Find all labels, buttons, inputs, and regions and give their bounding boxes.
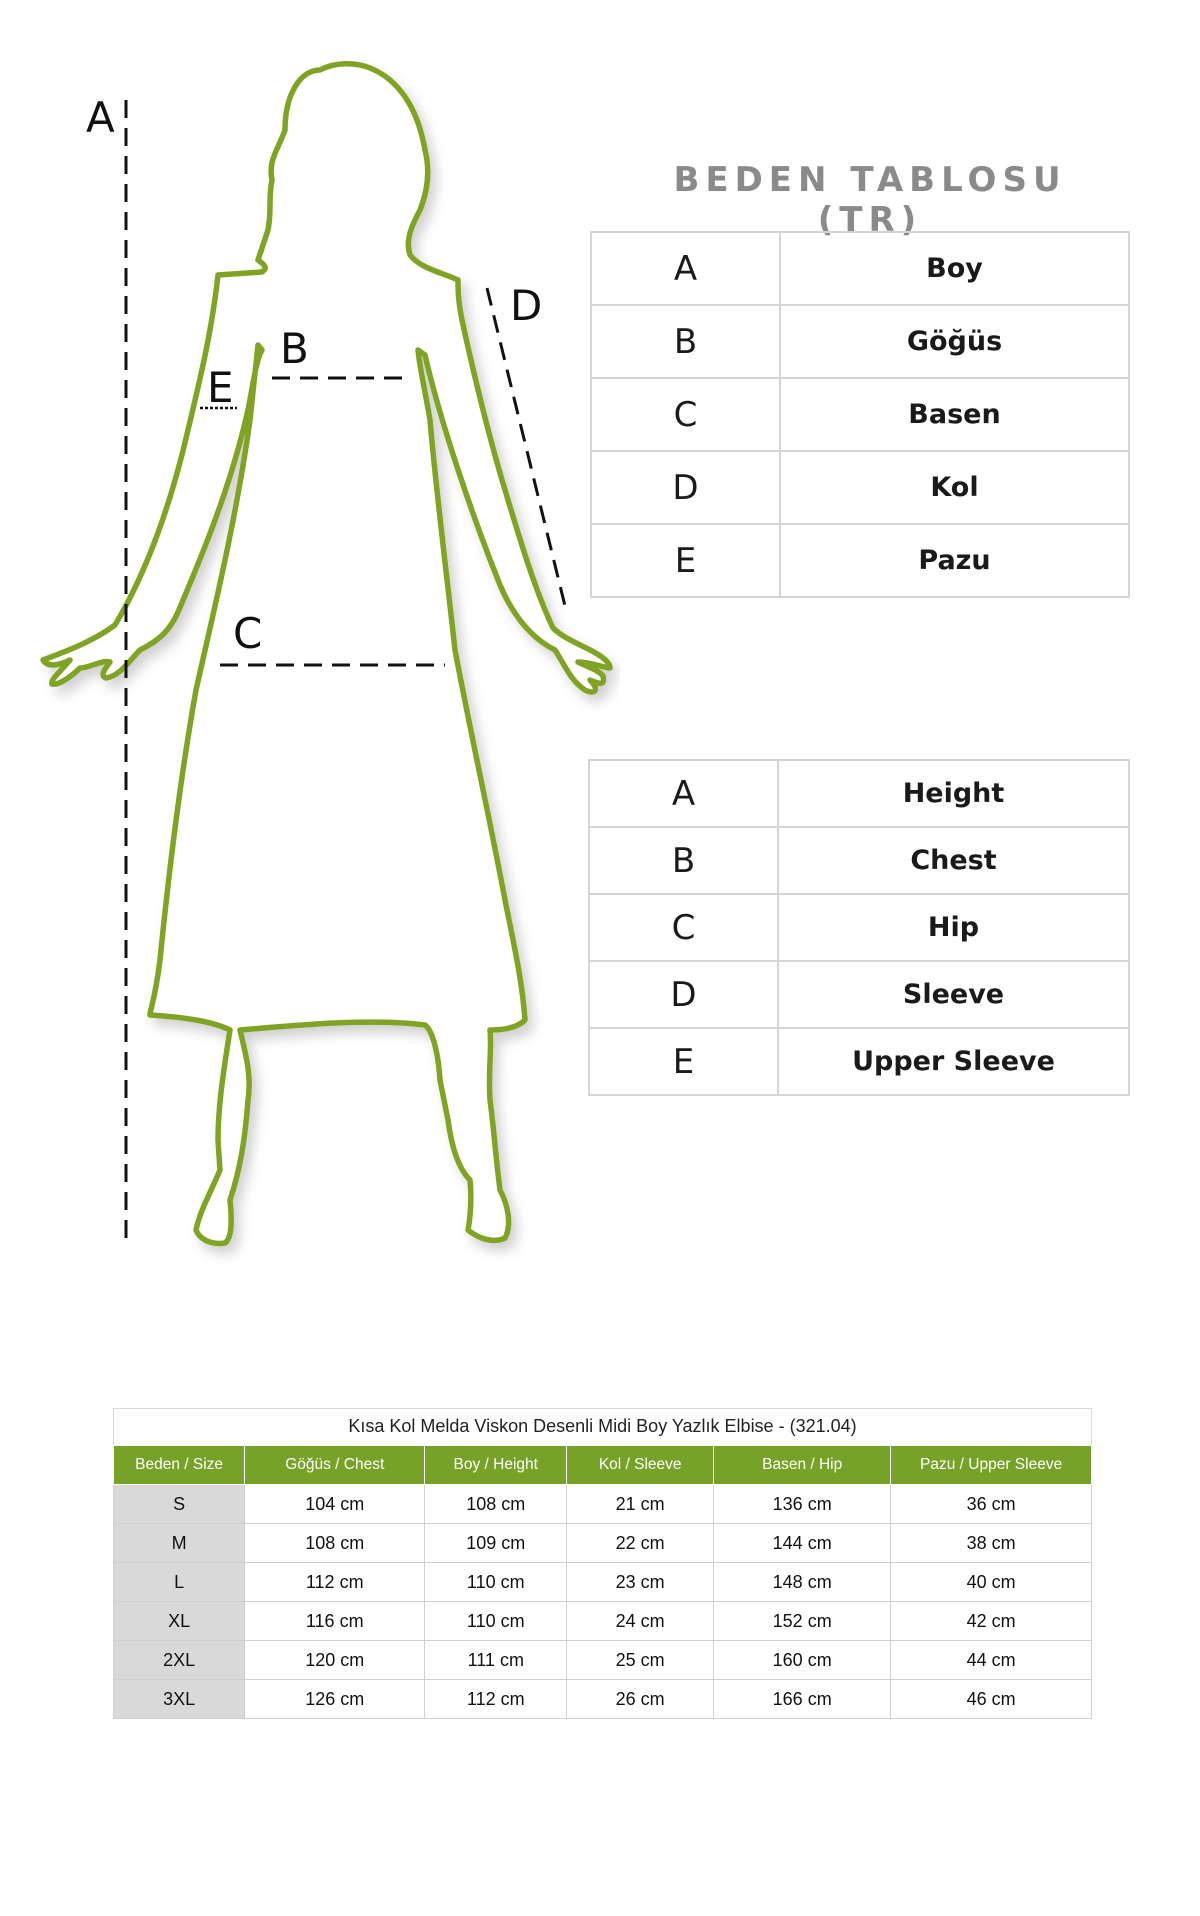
label-d: D (510, 281, 543, 330)
legend-key: C (589, 894, 778, 961)
label-b: B (280, 324, 309, 373)
table-cell: 148 cm (714, 1563, 891, 1602)
table-cell: 144 cm (714, 1524, 891, 1563)
table-cell: 42 cm (891, 1602, 1092, 1641)
table-cell: 40 cm (891, 1563, 1092, 1602)
table-row (114, 1680, 1092, 1719)
legend-value: Chest (778, 827, 1129, 894)
size-cell: 3XL (114, 1680, 245, 1719)
label-c: C (233, 609, 263, 658)
legend-value: Boy (780, 232, 1129, 305)
legend-key: A (591, 232, 780, 305)
legend-key: E (591, 524, 780, 597)
table-cell: 21 cm (567, 1485, 714, 1524)
legend-key: E (589, 1028, 778, 1095)
table-cell: 110 cm (425, 1563, 567, 1602)
table-row (114, 1602, 1092, 1641)
legend-row (589, 894, 1129, 961)
legend-value: Basen (780, 378, 1129, 451)
legend-key: A (589, 760, 778, 827)
legend-value: Sleeve (778, 961, 1129, 1028)
table-cell: 112 cm (245, 1563, 425, 1602)
legend-key: C (591, 378, 780, 451)
table-cell: 25 cm (567, 1641, 714, 1680)
table-cell: 36 cm (891, 1485, 1092, 1524)
table-cell: 46 cm (891, 1680, 1092, 1719)
label-e: E (207, 363, 234, 412)
legend-row (589, 961, 1129, 1028)
size-table (113, 1408, 1092, 1719)
legend-key: B (591, 305, 780, 378)
table-row (114, 1485, 1092, 1524)
table-cell: 120 cm (245, 1641, 425, 1680)
legend-row (589, 1028, 1129, 1095)
table-cell: 24 cm (567, 1602, 714, 1641)
legend-row (591, 451, 1129, 524)
legend-value: Kol (780, 451, 1129, 524)
legend-table-turkish (590, 231, 1130, 598)
table-cell: 108 cm (245, 1524, 425, 1563)
legend-value: Göğüs (780, 305, 1129, 378)
table-cell: 44 cm (891, 1641, 1092, 1680)
table-cell: 38 cm (891, 1524, 1092, 1563)
table-cell: 104 cm (245, 1485, 425, 1524)
legend-value: Height (778, 760, 1129, 827)
dress-silhouette-outline (43, 64, 610, 1244)
table-cell: 112 cm (425, 1680, 567, 1719)
legend-row (589, 760, 1129, 827)
label-a: A (86, 93, 115, 142)
table-cell: 108 cm (425, 1485, 567, 1524)
table-cell: 136 cm (714, 1485, 891, 1524)
legend-row (591, 305, 1129, 378)
size-cell: XL (114, 1602, 245, 1641)
size-chart-title: BEDEN TABLOSU (TR) (673, 160, 1067, 240)
table-cell: 152 cm (714, 1602, 891, 1641)
table-cell: 26 cm (567, 1680, 714, 1719)
table-cell: 126 cm (245, 1680, 425, 1719)
column-header-sleeve: Kol / Sleeve (567, 1446, 714, 1485)
column-header-chest: Göğüs / Chest (245, 1446, 425, 1485)
legend-value: Pazu (780, 524, 1129, 597)
table-cell: 111 cm (425, 1641, 567, 1680)
legend-key: D (589, 961, 778, 1028)
size-table-caption: Kısa Kol Melda Viskon Desenli Midi Boy Yazlık Elbise - (321.04) (113, 1408, 1092, 1445)
legend-key: B (589, 827, 778, 894)
table-cell: 110 cm (425, 1602, 567, 1641)
legend-row (591, 524, 1129, 597)
table-cell: 166 cm (714, 1680, 891, 1719)
size-cell: L (114, 1563, 245, 1602)
table-cell: 160 cm (714, 1641, 891, 1680)
measurement-figure (0, 0, 620, 1300)
column-header-size: Beden / Size (114, 1446, 245, 1485)
table-row (114, 1524, 1092, 1563)
size-table-header-row (114, 1446, 1092, 1485)
size-cell: 2XL (114, 1641, 245, 1680)
table-cell: 109 cm (425, 1524, 567, 1563)
legend-row (591, 378, 1129, 451)
size-cell: S (114, 1485, 245, 1524)
legend-value: Hip (778, 894, 1129, 961)
legend-row (591, 232, 1129, 305)
column-header-hip: Basen / Hip (714, 1446, 891, 1485)
table-cell: 23 cm (567, 1563, 714, 1602)
table-cell: 22 cm (567, 1524, 714, 1563)
table-row (114, 1563, 1092, 1602)
column-header-upper-sleeve: Pazu / Upper Sleeve (891, 1446, 1092, 1485)
table-cell: 116 cm (245, 1602, 425, 1641)
legend-key: D (591, 451, 780, 524)
size-cell: M (114, 1524, 245, 1563)
legend-value: Upper Sleeve (778, 1028, 1129, 1095)
legend-row (589, 827, 1129, 894)
legend-table-english (588, 759, 1130, 1096)
table-row (114, 1641, 1092, 1680)
column-header-height: Boy / Height (425, 1446, 567, 1485)
